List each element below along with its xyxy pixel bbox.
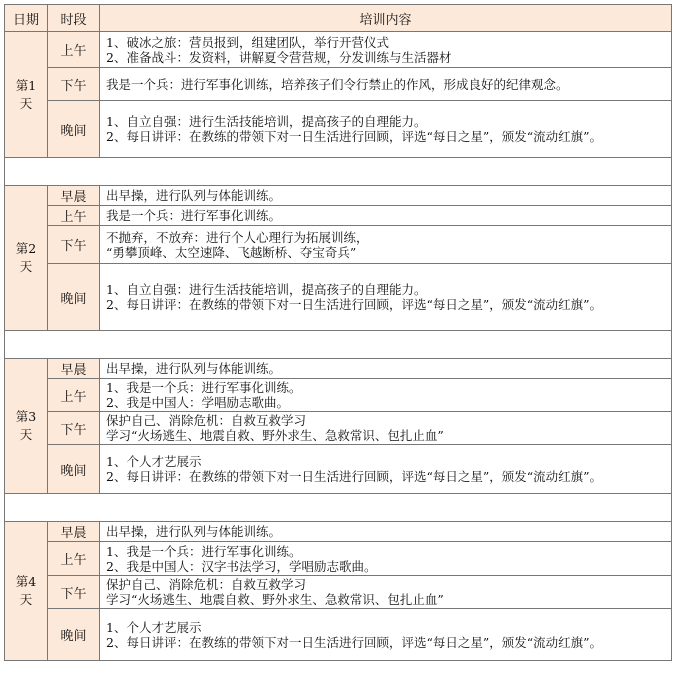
header-slot: 时段 (48, 5, 100, 32)
content-line: 1、破冰之旅：营员报到，组建团队，举行开营仪式 (106, 34, 389, 50)
training-content (100, 445, 672, 494)
training-content (100, 359, 672, 379)
schedule-row (5, 226, 672, 264)
schedule-row (5, 359, 672, 379)
schedule-row (5, 68, 672, 101)
training-content (100, 101, 672, 158)
day-label-part: 第1 (15, 77, 37, 93)
content-line: 1、自立自强：进行生活技能培训，提高孩子的自理能力。 (106, 114, 427, 129)
training-content (100, 542, 672, 576)
training-content (100, 264, 672, 331)
day-label-part: 天 (19, 259, 33, 274)
day-label-part: 第3 (15, 409, 37, 424)
time-slot: 早晨 (48, 186, 100, 206)
schedule-row (5, 445, 672, 494)
training-content (100, 32, 672, 68)
content-line: 2、每日讲评：在教练的带领下对一日生活进行回顾，评选“每日之星”，颁发“流动红旗”。 (106, 469, 603, 484)
content-line: 1、个人才艺展示 (106, 454, 202, 469)
content-line: 不抛弃，不放弃：进行个人心理行为拓展训练， (106, 229, 369, 245)
header-day: 日期 (5, 5, 48, 32)
day-label-part: 天 (19, 592, 33, 607)
day-label (5, 359, 48, 494)
content-line: 保护自己、消除危机：自救互救学习 (106, 577, 307, 592)
training-content (100, 609, 672, 661)
training-content (100, 412, 672, 445)
time-slot: 下午 (48, 412, 100, 445)
schedule-row (5, 32, 672, 68)
training-content (100, 206, 672, 226)
content-line: 2、我是中国人：汉字书法学习，学唱励志歌曲。 (106, 558, 377, 574)
time-slot: 上午 (48, 542, 100, 576)
day-separator (5, 494, 672, 522)
content-line: 学习“火场逃生、地震自救、野外求生、急救常识、包扎止血” (106, 428, 444, 443)
content-line: 1、个人才艺展示 (106, 619, 202, 635)
header-row (5, 5, 672, 32)
content-line: 出早操，进行队列与体能训练。 (106, 524, 282, 539)
schedule-row (5, 101, 672, 158)
separator-cell (5, 494, 672, 522)
time-slot: 上午 (48, 379, 100, 412)
schedule-row (5, 576, 672, 609)
training-content (100, 68, 672, 101)
content-line: 2、每日讲评：在教练的带领下对一日生活进行回顾，评选“每日之星”，颁发“流动红旗”。 (106, 129, 603, 144)
training-content (100, 576, 672, 609)
separator-cell (5, 158, 672, 186)
content-line: “勇攀顶峰、太空速降、飞越断桥、夺宝奇兵” (106, 244, 357, 260)
day-separator (5, 158, 672, 186)
content-line: 2、准备战斗：发资料，讲解夏令营营规，分发训练与生活器材 (106, 49, 452, 65)
day-label-part: 天 (19, 95, 33, 111)
content-line: 我是一个兵：进行军事化训练。 (106, 208, 282, 223)
day-label (5, 522, 48, 661)
content-line: 保护自己、消除危机：自救互救学习 (106, 413, 307, 428)
content-line: 2、每日讲评：在教练的带领下对一日生活进行回顾，评选“每日之星”，颁发“流动红旗”。 (106, 297, 603, 312)
time-slot: 上午 (48, 206, 100, 226)
schedule-body (5, 32, 672, 661)
schedule-row (5, 264, 672, 331)
time-slot: 早晨 (48, 522, 100, 542)
content-line: 2、每日讲评：在教练的带领下对一日生活进行回顾，评选“每日之星”，颁发“流动红旗”。 (106, 634, 603, 650)
time-slot: 晚间 (48, 264, 100, 331)
time-slot: 早晨 (48, 359, 100, 379)
content-line: 1、自立自强：进行生活技能培训，提高孩子的自理能力。 (106, 282, 427, 297)
schedule-row (5, 609, 672, 661)
content-line: 出早操，进行队列与体能训练。 (106, 361, 282, 376)
time-slot: 晚间 (48, 609, 100, 661)
time-slot: 晚间 (48, 445, 100, 494)
training-content (100, 226, 672, 264)
separator-cell (5, 331, 672, 359)
time-slot: 下午 (48, 576, 100, 609)
schedule-row (5, 186, 672, 206)
time-slot: 晚间 (48, 101, 100, 158)
day-label-part: 天 (19, 427, 33, 442)
content-line: 2、我是中国人：学唱励志歌曲。 (106, 395, 289, 410)
time-slot: 上午 (48, 32, 100, 68)
day-label-part: 第2 (15, 241, 37, 256)
time-slot: 下午 (48, 68, 100, 101)
header-content: 培训内容 (100, 5, 672, 32)
time-slot: 下午 (48, 226, 100, 264)
schedule-row (5, 206, 672, 226)
schedule-table (4, 4, 672, 661)
content-line: 出早操，进行队列与体能训练。 (106, 188, 282, 203)
day-label (5, 186, 48, 331)
day-label-part: 第4 (15, 574, 37, 589)
schedule-row (5, 379, 672, 412)
content-line: 我是一个兵：进行军事化训练，培养孩子们令行禁止的作风，形成良好的纪律观念。 (106, 76, 569, 92)
training-content (100, 186, 672, 206)
schedule-row (5, 412, 672, 445)
schedule-row (5, 522, 672, 542)
training-content (100, 379, 672, 412)
content-line: 学习“火场逃生、地震自救、野外求生、急救常识、包扎止血” (106, 592, 444, 607)
schedule-row (5, 542, 672, 576)
day-separator (5, 331, 672, 359)
training-content (100, 522, 672, 542)
content-line: 1、我是一个兵：进行军事化训练。 (106, 543, 302, 559)
content-line: 1、我是一个兵：进行军事化训练。 (106, 380, 302, 395)
day-label (5, 32, 48, 158)
